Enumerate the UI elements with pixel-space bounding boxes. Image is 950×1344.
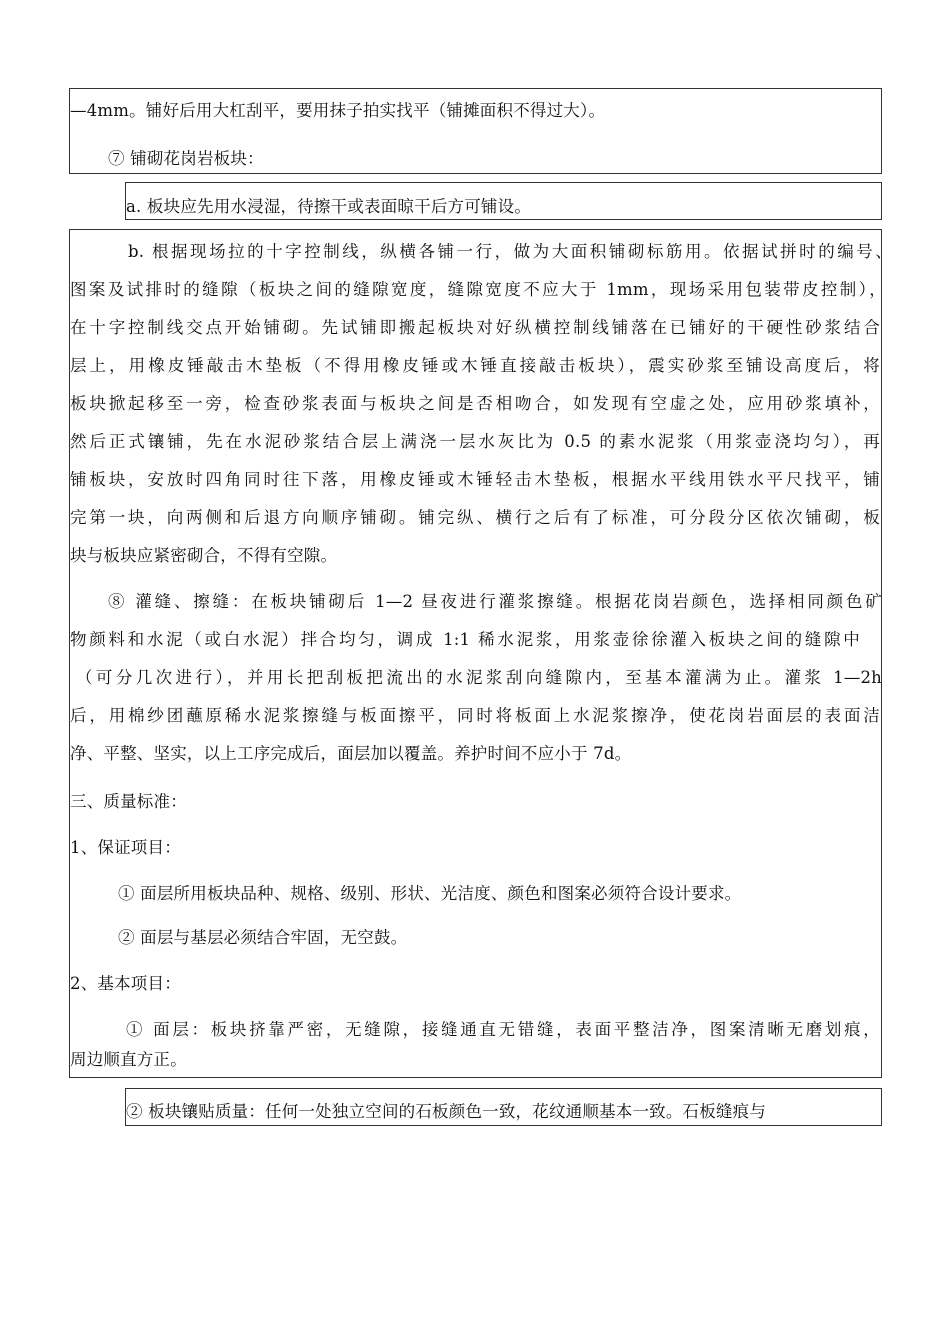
text-box-3: [69, 229, 892, 1078]
paragraph-8-line: 后，用棉纱团蘸原稀水泥浆擦缝与板面擦平，同时将板面上水泥浆擦净，使花岗岩面层的表面洁: [70, 706, 880, 725]
list-item: ① 面层所用板块品种、规格、级别、形状、光洁度、颜色和图案必须符合设计要求。: [118, 884, 742, 903]
paragraph-b-line: 在十字控制线交点开始铺砌。先试铺即搬起板块对好纵横控制线铺落在已铺好的干硬性砂浆结合: [70, 318, 880, 337]
paragraph-b-line: 块与板块应紧密砌合，不得有空隙。: [70, 546, 338, 565]
text-line: ⑦ 铺砌花岗岩板块：: [108, 149, 264, 168]
section-heading: 三、质量标准：: [70, 792, 187, 811]
paragraph-8-line: 物颜料和水泥（或白水泥）拌合均匀，调成 1:1 稀水泥浆，用浆壶徐徐灌入板块之间的缝隙中: [70, 630, 860, 649]
list-item: ② 面层与基层必须结合牢固，无空鼓。: [118, 928, 408, 947]
text-box-1: [69, 88, 882, 174]
paragraph-b-line: 铺板块，安放时四角同时往下落，用橡皮锤或木锤轻击木垫板，根据水平线用铁水平尺找平，铺: [70, 470, 880, 489]
text-box-4: [125, 1088, 882, 1126]
subsection-heading: 1、保证项目：: [70, 838, 181, 857]
text-box-2: [125, 182, 882, 220]
paragraph-8-line: （可分几次进行），并用长把刮板把流出的水泥浆刮向缝隙内，至基本灌满为止。灌浆 1—2h: [76, 668, 882, 687]
paragraph-b-line: 然后正式镶铺，先在水泥砂浆结合层上满浇一层水灰比为 0.5 的素水泥浆（用浆壶浇均匀），再: [70, 432, 880, 451]
paragraph-b-line: 层上，用橡皮锤敲击木垫板（不得用橡皮锤或木锤直接敲击板块），震实砂浆至铺设高度后，将: [70, 356, 880, 375]
paragraph-b-line: 板块掀起移至一旁，检查砂浆表面与板块之间是否相吻合，如发现有空虚之处，应用砂浆填补，: [70, 394, 880, 413]
paragraph-8-line: ⑧ 灌缝、擦缝：在板块铺砌后 1—2 昼夜进行灌浆擦缝。根据花岗岩颜色，选择相同颜色矿: [108, 592, 882, 611]
text-line: a. 板块应先用水浸湿，待擦干或表面晾干后方可铺设。: [126, 197, 532, 216]
subsection-heading: 2、基本项目：: [70, 974, 181, 993]
paragraph-8-line: 净、平整、坚实，以上工序完成后，面层加以覆盖。养护时间不应小于 7d。: [70, 744, 632, 763]
paragraph-b-line: b. 根据现场拉的十字控制线，纵横各铺一行，做为大面积铺砌标筋用。依据试拼时的编号、: [128, 242, 892, 261]
paragraph-b-line: 图案及试排时的缝隙（板块之间的缝隙宽度，缝隙宽度不应大于 1mm，现场采用包装带皮控制），: [70, 280, 886, 299]
list-item: ① 面层：板块挤靠严密，无缝隙，接缝通直无错缝，表面平整洁净，图案清晰无磨划痕，: [126, 1020, 880, 1039]
list-item: 周边顺直方正。: [70, 1050, 187, 1069]
text-line: —4mm。铺好后用大杠刮平，要用抹子拍实找平（铺摊面积不得过大）。: [70, 101, 606, 120]
paragraph-b-line: 完第一块，向两侧和后退方向顺序铺砌。铺完纵、横行之后有了标准，可分段分区依次铺砌，板: [70, 508, 880, 527]
text-line: ② 板块镶贴质量：任何一处独立空间的石板颜色一致，花纹通顺基本一致。石板缝痕与: [126, 1102, 767, 1121]
